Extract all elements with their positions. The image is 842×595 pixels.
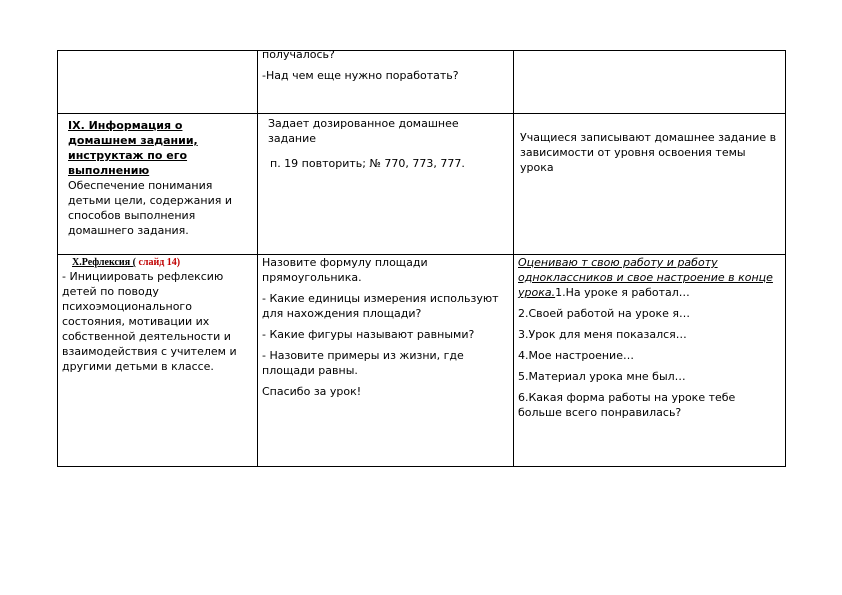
stage-cell [58, 114, 258, 255]
student-cell [514, 114, 786, 255]
question-line: - Какие единицы измерения используют для нахождения площади? [262, 292, 499, 320]
question-line: Назовите формулу площади прямоугольника. [262, 256, 428, 284]
section-description: Обеспечение понимания детьми цели, содержания и способов выполнения домашнего задания. [68, 179, 233, 237]
table-row [58, 51, 786, 114]
section-description: - Инициировать рефлексию детей по поводу психоэмоционального состояния, мотивации их собственной деятельности и взаимодействия с учителем и другими детьми в классе. [62, 270, 237, 373]
question-line: получалось? [262, 48, 335, 61]
section-title: IX. Информация о домашнем задании, инструктаж по его выполнению [68, 119, 198, 177]
reflection-item: 1.На уроке я работал… [555, 286, 690, 299]
question-line: - Какие фигуры называют равными? [262, 328, 475, 341]
homework-task: п. 19 повторить; № 770, 773, 777. [270, 157, 465, 170]
teacher-cell [258, 48, 514, 114]
stage-cell [58, 255, 258, 467]
question-line: -Над чем еще нужно поработать? [262, 69, 459, 82]
table-row [58, 255, 786, 467]
reflection-item: 5.Материал урока мне был… [518, 370, 686, 383]
reflection-item: 2.Своей работой на уроке я… [518, 307, 690, 320]
teacher-cell [258, 255, 514, 467]
teacher-cell [258, 114, 514, 255]
reflection-item: 4.Мое настроение… [518, 349, 634, 362]
reflection-item: 6.Какая форма работы на уроке тебе больше всего понравилась? [518, 391, 736, 419]
slide-reference: слайд 14) [138, 257, 181, 268]
section-title-line [62, 256, 253, 269]
question-line: - Назовите примеры из жизни, где площади равны. [262, 349, 464, 377]
table-row [58, 114, 786, 255]
student-cell [514, 255, 786, 467]
closing-line: Спасибо за урок! [262, 385, 362, 398]
homework-intro: Задает дозированное домашнее задание [268, 117, 459, 145]
section-title: X.Рефлексия ( [72, 257, 136, 268]
reflection-item: 3.Урок для меня показался… [518, 328, 687, 341]
student-cell [514, 51, 786, 114]
reflection-intro [518, 255, 781, 300]
reflection-intro-italic: Оцениваю т свою работу и работу одноклассников и свое настроение в конце урока. [518, 256, 773, 299]
stage-cell [58, 51, 258, 114]
student-activity: Учащиеся записывают домашнее задание в зависимости от уровня освоения темы урока [520, 131, 777, 174]
lesson-plan-table [57, 50, 786, 467]
